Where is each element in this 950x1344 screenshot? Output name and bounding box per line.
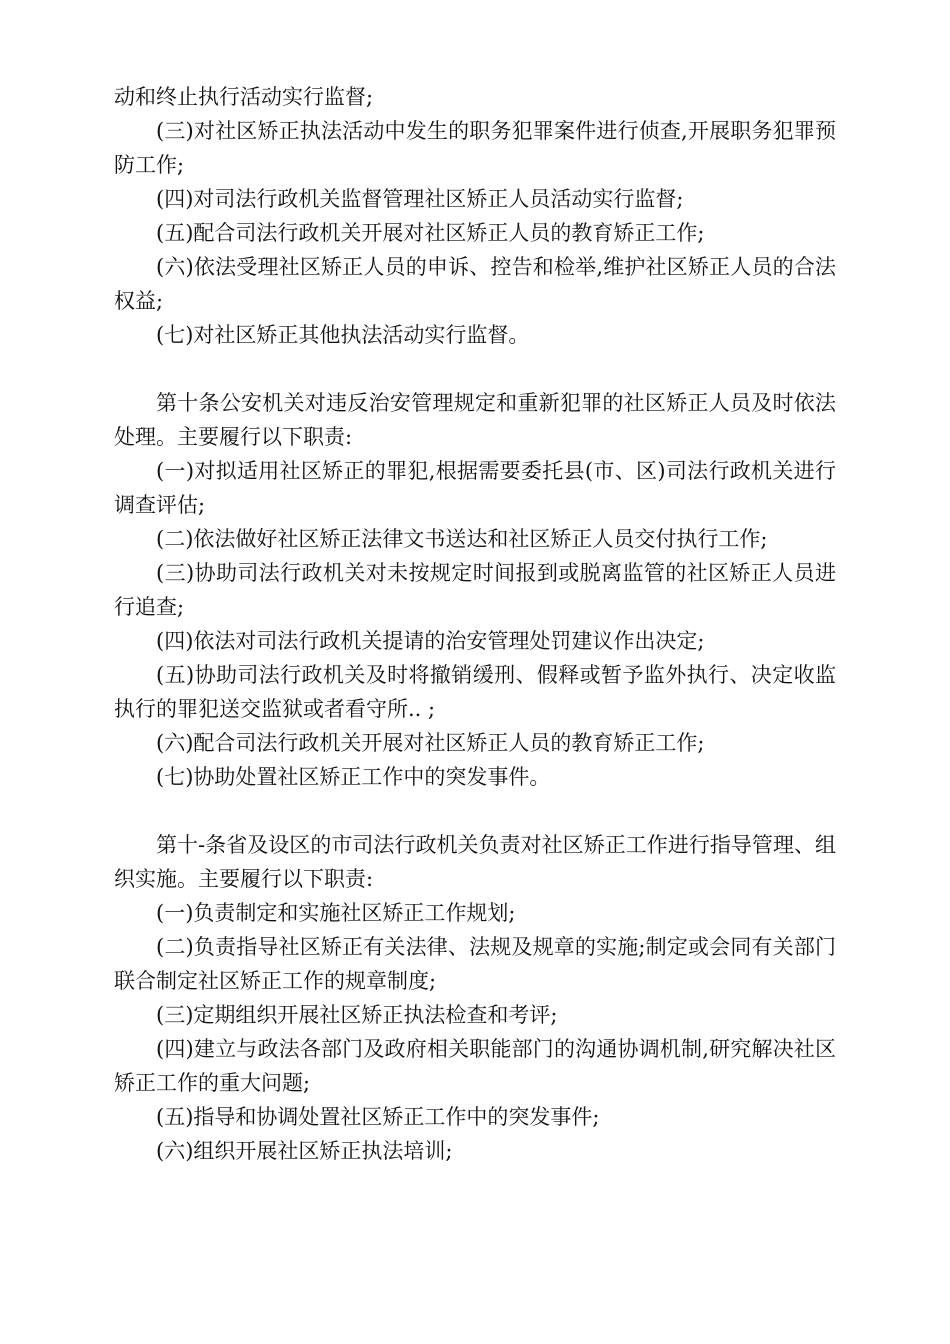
- section-spacer: [114, 794, 836, 828]
- paragraph: (七)对社区矫正其他执法活动实行监督。: [156, 323, 530, 347]
- article-heading-paragraph: 第十条公安机关对违反治安管理规定和重新犯罪的社区矫正人员及时依法处理。主要履行以下职责:: [114, 391, 836, 449]
- section-article-11: [114, 828, 836, 1168]
- paragraph: (六)组织开展社区矫正执法培训;: [156, 1139, 453, 1163]
- paragraph: (一)负责制定和实施社区矫正工作规划;: [156, 901, 516, 925]
- paragraph: (四)依法对司法行政机关提请的治安管理处罚建议作出决定;: [156, 629, 705, 653]
- paragraph: (二)依法做好社区矫正法律文书送达和社区矫正人员交付执行工作;: [156, 527, 768, 551]
- paragraph: (六)配合司法行政机关开展对社区矫正人员的教育矫正工作;: [156, 731, 705, 755]
- paragraph: (三)协助司法行政机关对未按规定时间报到或脱离监管的社区矫正人员进行追查;: [114, 561, 836, 619]
- section-spacer: [114, 352, 836, 386]
- section-article-10: [114, 386, 836, 794]
- paragraph: (三)定期组织开展社区矫正执法检查和考评;: [156, 1003, 558, 1027]
- paragraph: (七)协助处置社区矫正工作中的突发事件。: [156, 765, 551, 789]
- paragraph: 动和终止执行活动实行监督;: [114, 85, 374, 109]
- paragraph: (五)协助司法行政机关及时将撤销缓刑、假释或暂予监外执行、决定收监执行的罪犯送交监狱或者看守所.. ;: [114, 663, 836, 721]
- paragraph: (五)配合司法行政机关开展对社区矫正人员的教育矫正工作;: [156, 221, 705, 245]
- paragraph: (二)负责指导社区矫正有关法律、法规及规章的实施;制定或会同有关部门联合制定社区矫正工作的规章制度;: [114, 935, 836, 993]
- document-body: [114, 80, 836, 1168]
- paragraph: (五)指导和协调处置社区矫正工作中的突发事件;: [156, 1105, 600, 1129]
- article-heading-paragraph: 第十-条省及设区的市司法行政机关负责对社区矫正工作进行指导管理、组织实施。主要履行以下职责:: [114, 833, 836, 891]
- section-prosecutor-duties: [114, 80, 836, 352]
- paragraph: (一)对拟适用社区矫正的罪犯,根据需要委托县(市、区)司法行政机关进行调查评估;: [114, 459, 836, 517]
- paragraph: (四)对司法行政机关监督管理社区矫正人员活动实行监督;: [156, 187, 684, 211]
- paragraph: (四)建立与政法各部门及政府相关职能部门的沟通协调机制,研究解决社区矫正工作的重大问题;: [114, 1037, 836, 1095]
- paragraph: (三)对社区矫正执法活动中发生的职务犯罪案件进行侦查,开展职务犯罪预防工作;: [114, 119, 836, 177]
- paragraph: (六)依法受理社区矫正人员的申诉、控告和检举,维护社区矫正人员的合法权益;: [114, 255, 836, 313]
